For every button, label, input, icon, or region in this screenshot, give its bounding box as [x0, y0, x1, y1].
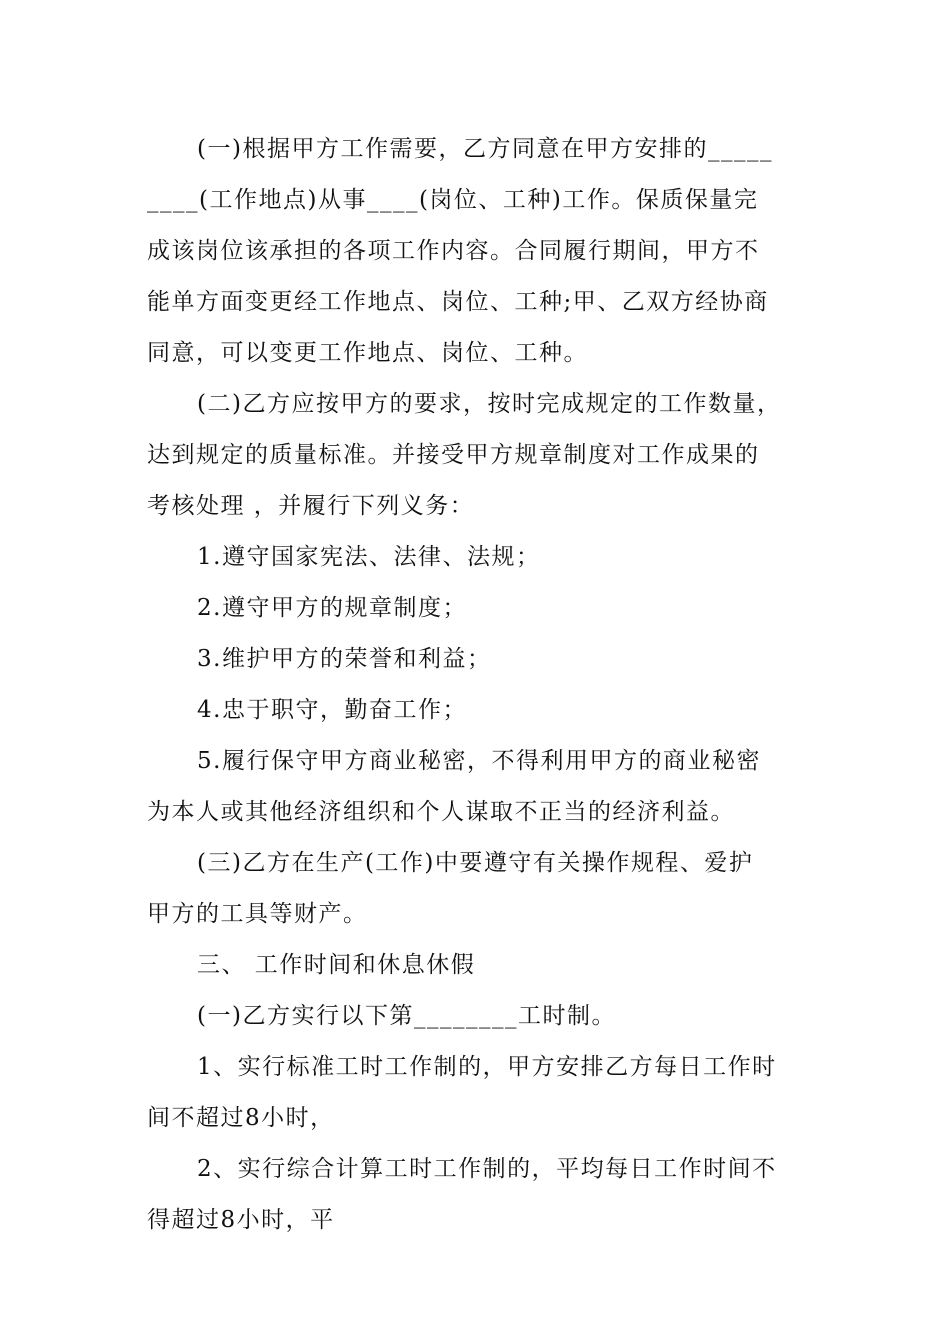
paragraph-line: ____(工作地点)从事____(岗位、工种)工作。保质保量完 — [147, 187, 759, 213]
section-heading: 三、 工作时间和休息休假 — [197, 952, 476, 978]
paragraph-line: 能单方面变更经工作地点、岗位、工种;甲、乙双方经协商 — [147, 289, 769, 315]
paragraph-line: 成该岗位该承担的各项工作内容。合同履行期间，甲方不 — [147, 238, 760, 264]
document-body — [147, 124, 817, 1246]
paragraph-line: 达到规定的质量标准。并接受甲方规章制度对工作成果的 — [147, 442, 760, 468]
paragraph-line: 同意，可以变更工作地点、岗位、工种。 — [147, 340, 588, 366]
paragraph-line: 得超过8小时，平 — [147, 1207, 335, 1233]
list-item: 2.遵守甲方的规章制度； — [197, 595, 467, 621]
paragraph-line: 间不超过8小时， — [147, 1105, 335, 1131]
paragraph-line: (三)乙方在生产(工作)中要遵守有关操作规程、爱护 — [197, 850, 754, 876]
list-item: 4.忠于职守，勤奋工作； — [197, 697, 467, 723]
paragraph-line: (一)根据甲方工作需要，乙方同意在甲方安排的_____ — [197, 136, 773, 162]
paragraph-line: (二)乙方应按甲方的要求，按时完成规定的工作数量， — [197, 391, 782, 417]
list-item: 1.遵守国家宪法、法律、法规； — [197, 544, 541, 570]
paragraph-line: 甲方的工具等财产。 — [147, 901, 368, 927]
paragraph-line: 考核处理 ，并履行下列义务： — [147, 493, 475, 519]
paragraph-line: 1、实行标准工时工作制的，甲方安排乙方每日工作时 — [197, 1054, 777, 1080]
paragraph-line: 2、实行综合计算工时工作制的，平均每日工作时间不 — [197, 1156, 777, 1182]
list-item: 5.履行保守甲方商业秘密，不得利用甲方的商业秘密 — [197, 748, 761, 774]
paragraph-line: (一)乙方实行以下第________工时制。 — [197, 1003, 616, 1029]
list-item: 3.维护甲方的荣誉和利益； — [197, 646, 492, 672]
paragraph-line: 为本人或其他经济组织和个人谋取不正当的经济利益。 — [147, 799, 735, 825]
